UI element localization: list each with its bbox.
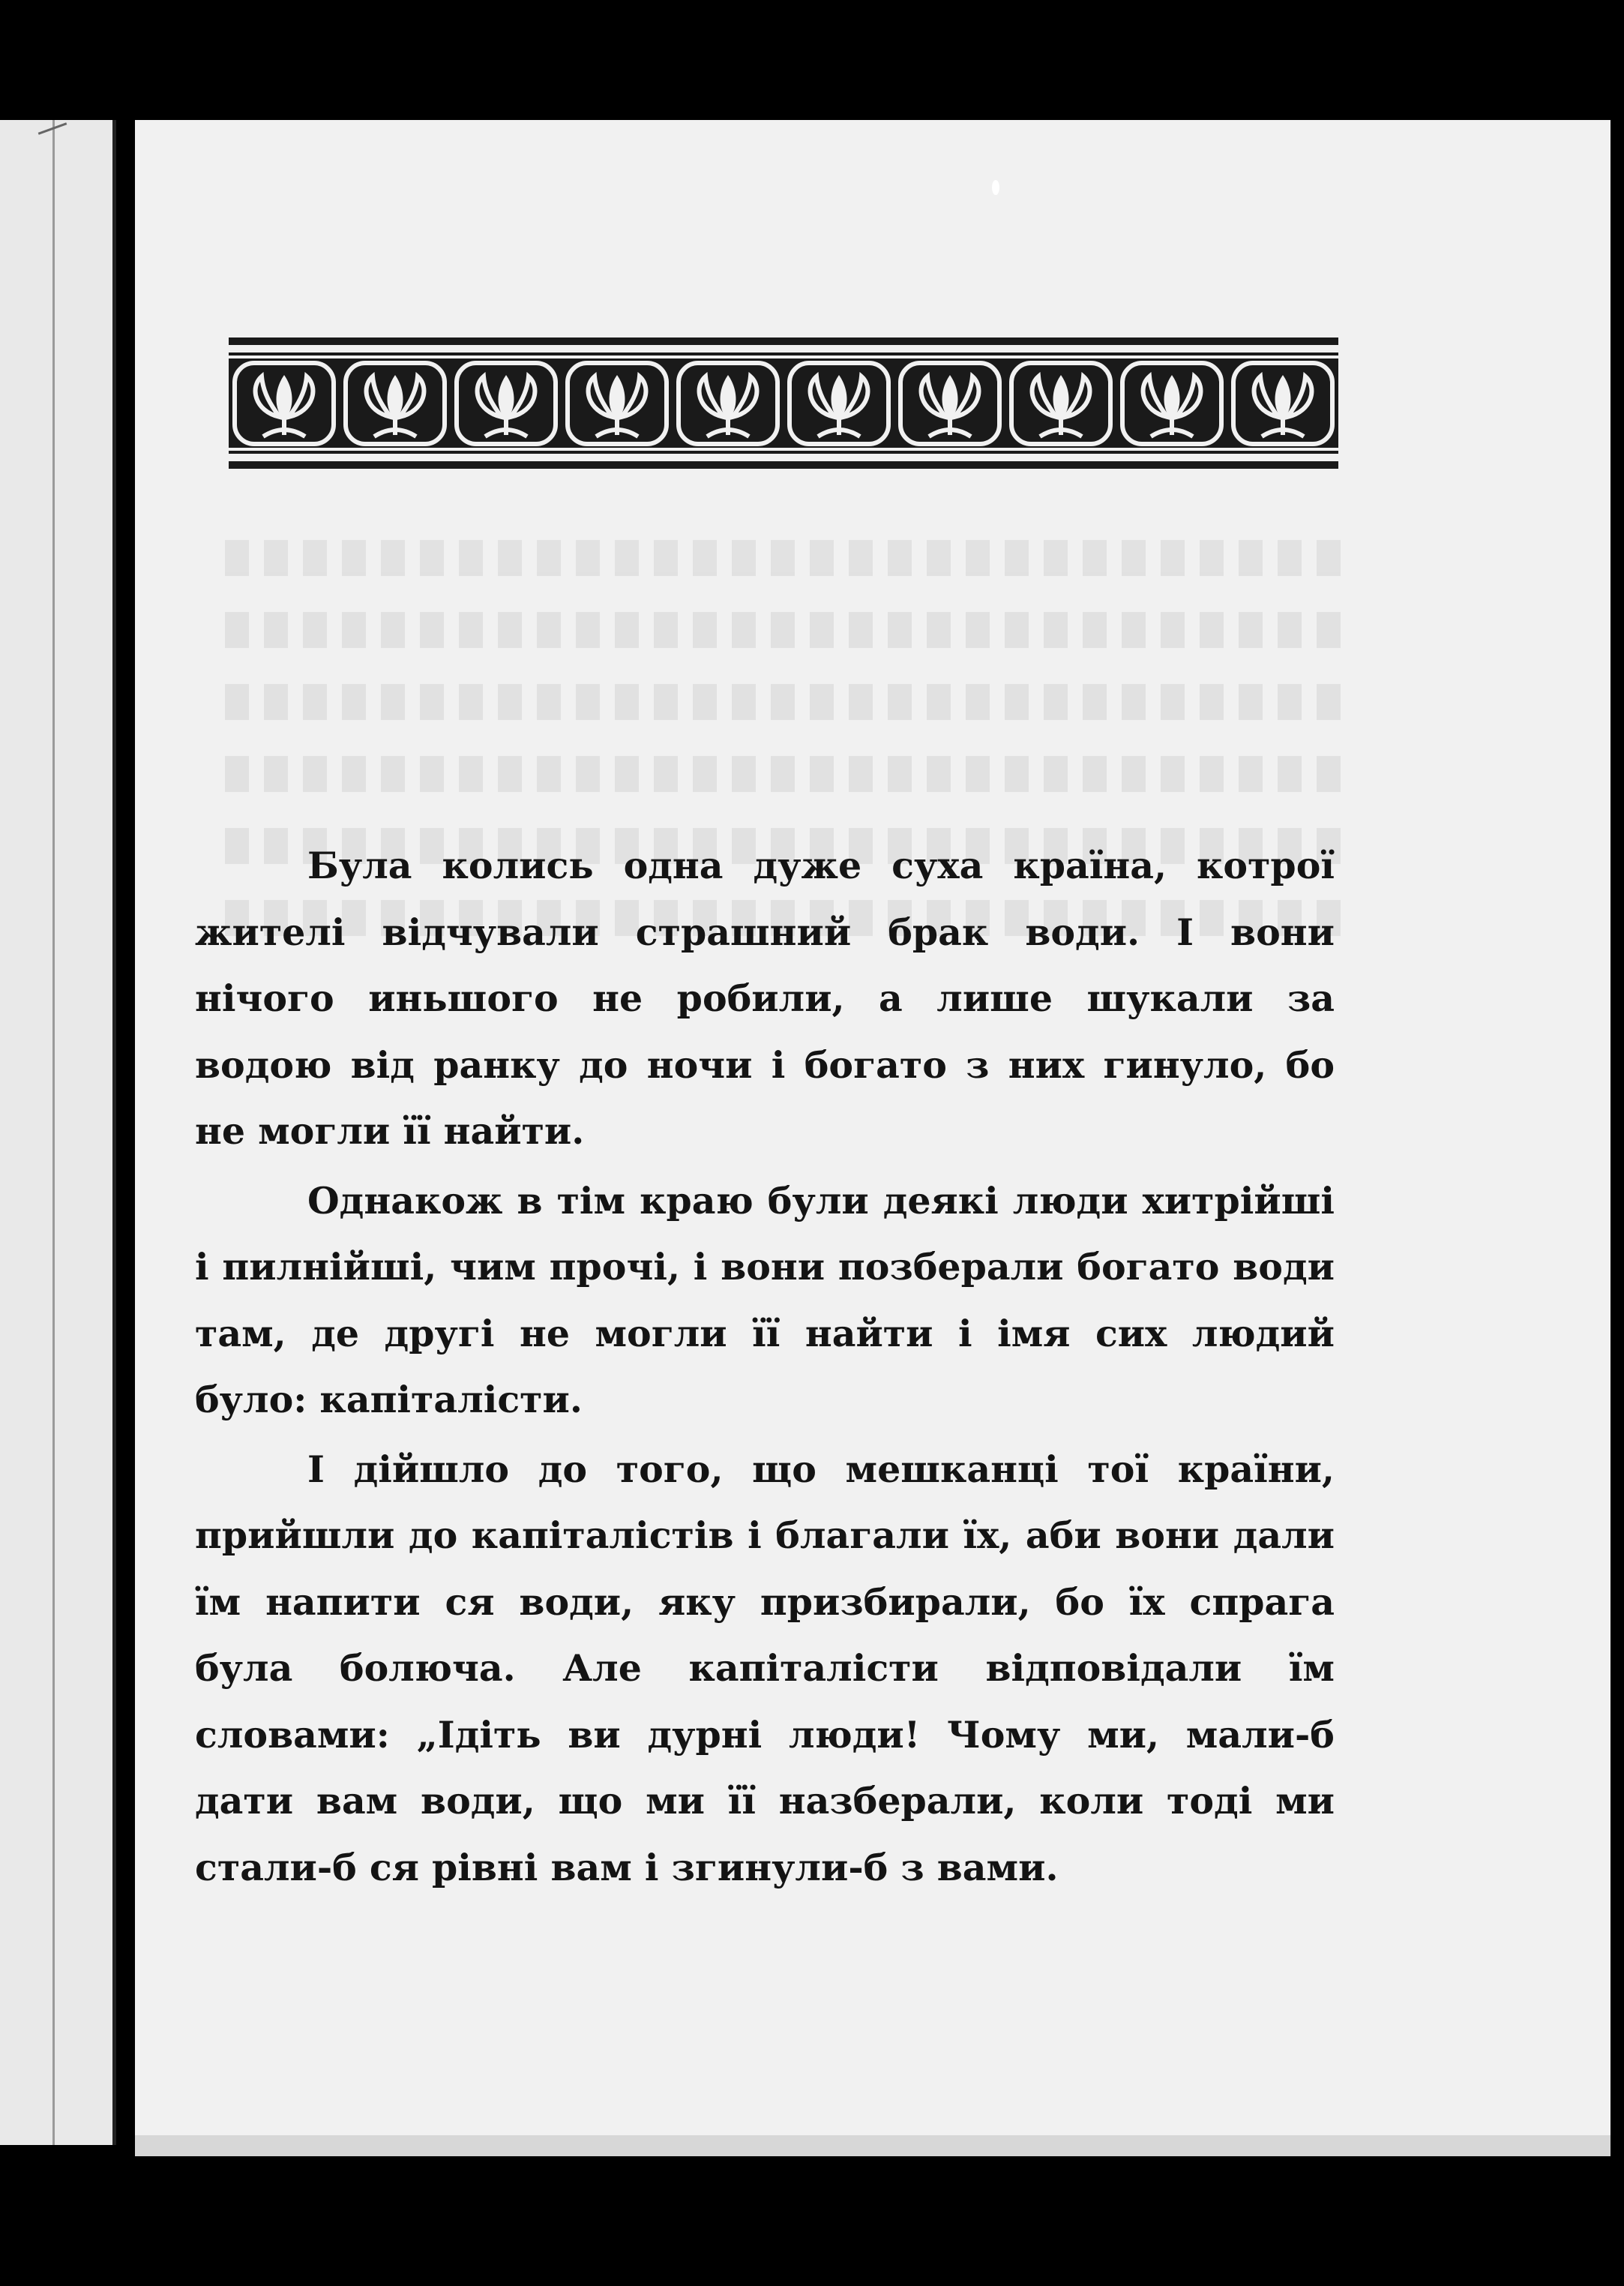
- paragraph-2: Однакож в тім краю були деякі люди хитрійші і пилнійші, чим прочі, і вони позберали богато води там, де другі не могли її найти і імя сих людий було: капіталісти.: [195, 1178, 1335, 1421]
- paragraph-1: Була колись одна дуже суха країна, котрої жителі відчували страшний брак води. І вони нічого иньшого не робили, а лише шукали за водою від ранку до ночи і богато з них гинуло, бо не могли її найти.: [195, 844, 1335, 1153]
- decorative-ornament-band: [229, 338, 1338, 469]
- page-bottom-edge: [135, 2135, 1611, 2156]
- book-page: [135, 120, 1611, 2156]
- page-fold-line: [52, 120, 55, 2145]
- scan-artifact-dot: [992, 180, 999, 195]
- body-text: [195, 832, 1335, 1904]
- previous-page-edge: [0, 120, 116, 2145]
- paragraph-3: І дійшло до того, що мешканці тої країни, прийшли до капіталістів і благали їх, аби вони дали їм напити ся води, яку призбирали, бо їх спрага була болюча. Але капіталісти відповідали їм словами: „Ідіть ви дурні люди! Чому ми, мали-б дати вам води, що ми її назберали, коли тоді ми стали-б ся рівні вам і згинули-б з вами.: [195, 1447, 1335, 1889]
